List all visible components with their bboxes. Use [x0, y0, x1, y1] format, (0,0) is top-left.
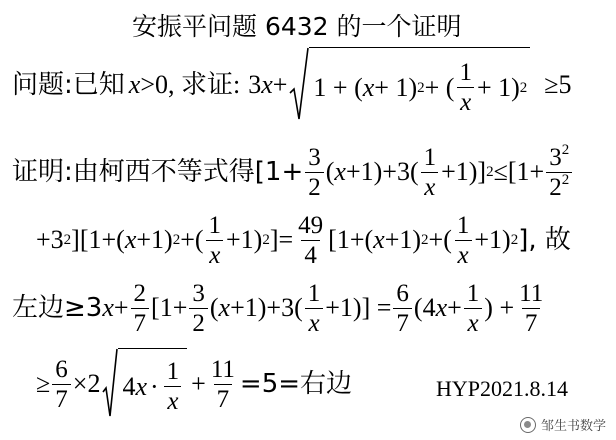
radicand-text: + (: [424, 72, 455, 102]
numerator: 1: [466, 279, 480, 307]
fraction-1-over-x: [456, 60, 475, 115]
proof-line-3: [12, 276, 548, 340]
denominator: 7: [131, 308, 150, 336]
proof-line-1: 证明:由柯西不等式得[1+ $\frac{3}{2}$ ( x +1)+3( $\frac{1}{x}$ +1)] 2 ≤[1+ $\frac{3^2}{2^2}$: [12, 140, 574, 204]
fraction-1-over-x: [305, 281, 324, 336]
fraction-49-over-4: [295, 213, 326, 268]
math-text: +(: [180, 225, 204, 254]
var-x: x: [135, 371, 147, 401]
math-text: (: [209, 293, 219, 322]
base: 3: [549, 143, 562, 171]
math-text: ]=: [269, 225, 294, 254]
times-sign: ×: [72, 369, 88, 398]
numerator: 1: [456, 211, 470, 239]
numerator: 11: [210, 355, 235, 383]
math-text: +: [113, 293, 129, 322]
math-text: +1): [384, 225, 422, 254]
fraction-6-over-7: [52, 357, 71, 412]
problem-statement: [12, 46, 572, 124]
var-x: x: [128, 70, 141, 99]
numerator: 6: [55, 355, 68, 383]
page-title: 安振平问题 6432 的一个证明: [132, 12, 462, 41]
math-text: (4: [413, 293, 436, 322]
watermark-text: 邹生书数学: [540, 419, 606, 434]
numerator: 1: [423, 143, 437, 171]
math-text: +: [447, 293, 462, 322]
var-x: x: [124, 225, 137, 254]
math-text: +1): [136, 225, 173, 254]
numerator: 1: [459, 59, 472, 86]
dot-operator: ·: [150, 371, 159, 401]
var-x: x: [435, 293, 448, 322]
fraction-1-over-x: [421, 145, 440, 200]
fraction-1-over-x: [464, 281, 483, 336]
var-x: x: [218, 293, 231, 322]
math-text: ], 故: [518, 225, 571, 255]
math-text: +1)] =: [325, 293, 392, 322]
exponent: 2: [561, 171, 570, 188]
math-text: [1+: [151, 293, 188, 322]
radicand-text: + 1): [374, 72, 418, 102]
signature-date: HYP2021.8.14: [436, 376, 569, 401]
fraction-3-over-2: [305, 145, 324, 200]
math-text: +1)+3(: [345, 157, 419, 186]
math-text: [1+(: [328, 225, 374, 254]
watermark: [520, 415, 606, 434]
base: 2: [549, 173, 562, 201]
denominator: x: [206, 240, 223, 268]
var-x: x: [261, 70, 273, 99]
numerator: 3: [192, 279, 205, 307]
denominator: 2: [189, 308, 208, 336]
math-text: +3: [36, 225, 64, 254]
var-x: x: [373, 225, 385, 254]
denominator: 7: [393, 308, 412, 336]
numerator: 1: [307, 279, 321, 307]
var-x: x: [362, 72, 375, 102]
denominator: 7: [52, 384, 71, 412]
math-text: 左边≥3: [12, 293, 103, 323]
fraction-1-over-x: [164, 359, 183, 414]
denominator: x: [164, 386, 181, 414]
proof-line-2: +3 2 ][1+( x +1) 2 +( $\frac{1}{x}$ +1) 2 ]= $\frac{49}{4}$ [1+( x +1) 2 +( $\frac{1}{x}$ +1) 2 ], 故: [36, 211, 571, 269]
proof-line-4: [36, 344, 352, 424]
math-text: ][1+(: [71, 225, 125, 254]
math-text: +1): [474, 225, 511, 254]
denominator: x: [305, 308, 322, 336]
proof-label: 证明:由柯西不等式得[1+: [12, 157, 304, 187]
coef-3: 3: [248, 70, 262, 99]
denominator: 7: [214, 384, 233, 412]
square-root: [102, 348, 187, 420]
square-root: [289, 47, 530, 123]
math-text: +1): [226, 225, 263, 254]
radical-sign-icon: [289, 47, 309, 123]
problem-label: 问题:已知: [12, 70, 125, 100]
rhs: ≥5: [544, 70, 572, 99]
fraction-3sq-over-2sq: [546, 141, 572, 201]
radicand-text: + 1): [476, 72, 520, 102]
radicand-text: 1 + (: [313, 72, 363, 102]
fraction-11-over-7: [208, 357, 238, 412]
radicand: [118, 348, 187, 420]
fraction-2-over-7: [131, 281, 150, 336]
math-text: +1)]: [441, 157, 487, 186]
var-x: x: [334, 157, 346, 186]
math-text: ≤[1+: [493, 157, 545, 186]
math-text: 2: [87, 369, 101, 398]
fraction-1-over-x: [454, 213, 473, 268]
numerator: 1: [166, 358, 180, 385]
numerator: 11: [519, 279, 544, 307]
denominator: x: [421, 172, 438, 200]
fraction-6-over-7: [393, 281, 412, 336]
fraction-11-over-7: [516, 281, 546, 336]
denominator: [546, 172, 572, 200]
numerator: 1: [208, 211, 222, 239]
math-text: +(: [428, 225, 452, 254]
radical-sign-icon: [102, 348, 118, 420]
numerator: 6: [396, 279, 409, 307]
fraction-3-over-2: [189, 281, 208, 336]
math-text: =5=右边: [239, 369, 353, 399]
math-text: ≥: [36, 369, 51, 398]
numerator: [546, 141, 572, 172]
numerator: 49: [298, 211, 324, 239]
denominator: 7: [522, 308, 541, 336]
numerator: 3: [308, 143, 321, 171]
exponent: 2: [561, 141, 570, 158]
math-text: ) +: [484, 293, 515, 322]
denominator: x: [457, 87, 474, 115]
var-x: x: [102, 293, 114, 322]
math-text: (: [325, 157, 335, 186]
denominator: 4: [301, 240, 320, 268]
condition-text: >0, 求证:: [140, 70, 241, 99]
math-text: +1)+3(: [230, 293, 303, 322]
fraction-1-over-x: [206, 213, 225, 268]
plus-sign: +: [272, 70, 288, 99]
denominator: 2: [305, 172, 324, 200]
radicand: 1 + ( x + 1) 2 + ( $\frac{1}{x}$ + 1) 2: [309, 47, 530, 123]
denominator: x: [464, 308, 481, 336]
denominator: x: [455, 240, 472, 268]
wechat-public-account-icon: [520, 417, 536, 433]
plus-sign: +: [191, 369, 206, 398]
numerator: 2: [133, 279, 147, 307]
math-text: 4: [122, 371, 136, 401]
